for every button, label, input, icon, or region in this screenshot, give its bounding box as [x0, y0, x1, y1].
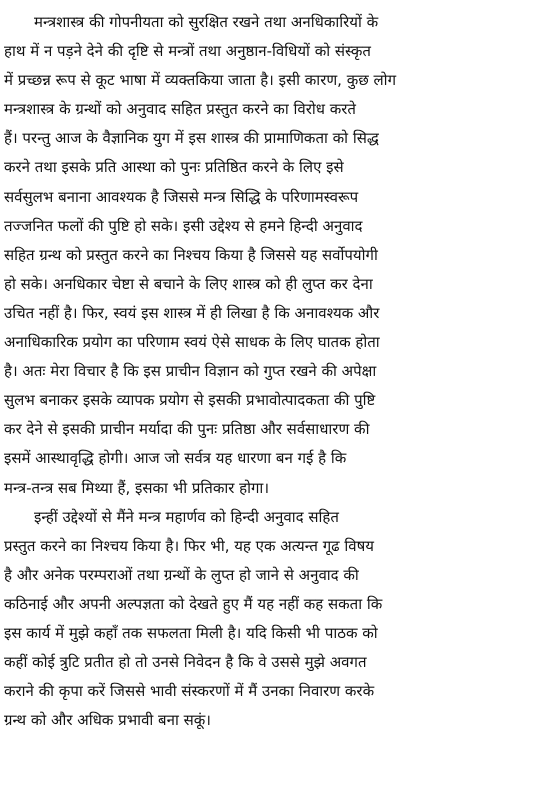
text-line: हो सके। अनधिकार चेष्टा से बचाने के लिए शास्त्र को ही लुप्त कर देना — [4, 274, 373, 293]
text-line: कराने की कृपा करें जिससे भावी संस्करणों में मैं उनका निवारण करके — [4, 682, 375, 701]
text-line: कर देने से इसकी प्राचीन मर्यादा की पुनः प्रतिष्ठा और सर्वसाधारण की — [4, 420, 370, 439]
text-line: ग्रन्थ को और अधिक प्रभावी बना सकूं। — [4, 711, 211, 730]
text-line: हैं। परन्तु आज के वैज्ञानिक युग में इस शास्त्र की प्रामाणिकता को सिद्ध — [4, 129, 379, 148]
text-line: इन्हीं उद्देश्यों से मैंने मन्त्र महार्णव को हिन्दी अनुवाद सहित — [34, 507, 339, 526]
text-line: तज्जनित फलों की पुष्टि हो सके। इसी उद्देश्य से हमने हिन्दी अनुवाद — [4, 216, 363, 235]
text-line: है। अतः मेरा विचार है कि इस प्राचीन विज्ञान को गुप्त रखने की अपेक्षा — [4, 362, 377, 381]
text-line: करने तथा इसके प्रति आस्था को पुनः प्रतिष्ठित करने के लिए इसे — [4, 158, 344, 177]
text-line: मन्त्रशास्त्र की गोपनीयता को सुरक्षित रखने तथा अनधिकारियों के — [34, 13, 379, 31]
text-line: में प्रच्छन्न रूप से कूट भाषा में व्यक्तकिया जाता है। इसी कारण, कुछ लोग — [4, 71, 397, 90]
text-line: हाथ में न पड़ने देने की दृष्टि से मन्त्रों तथा अनुष्ठान-विधियों को संस्कृत — [4, 42, 371, 61]
text-line: इस कार्य में मुझे कहाँ तक सफलता मिली है। यदि किसी भी पाठक को — [4, 623, 378, 642]
text-line: कठिनाई और अपनी अल्पज्ञता को देखते हुए मैं यह नहीं कह सकता कि — [4, 594, 383, 613]
paragraph-1 — [4, 8, 543, 503]
text-line: सुलभ बनाकर इसके व्यापक प्रयोग से इसकी प्रभावोत्पादकता की पुष्टि — [4, 391, 376, 410]
text-line: मन्त्र-तन्त्र सब मिथ्या हैं, इसका भी प्रतिकार होगा। — [4, 478, 270, 497]
text-line: इसमें आस्थावृद्धि होगी। आज जो सर्वत्र यह धारणा बन गई है कि — [4, 449, 347, 468]
text-line: कहीं कोई त्रुटि प्रतीत हो तो उनसे निवेदन है कि वे उससे मुझे अवगत — [4, 653, 367, 672]
text-line: सहित ग्रन्थ को प्रस्तुत करने का निश्चय किया है जिससे यह सर्वोपयोगी — [4, 245, 378, 264]
text-line: उचित नहीं है। फिर, स्वयं इस शास्त्र में ही लिखा है कि अनावश्यक और — [4, 303, 380, 322]
text-line: अनाधिकारिक प्रयोग का परिणाम स्वयं ऐसे साधक के लिए घातक होता — [4, 333, 380, 352]
text-line: है और अनेक परम्पराओं तथा ग्रन्थों के लुप्त हो जाने से अनुवाद की — [4, 565, 359, 584]
text-line: प्रस्तुत करने का निश्चय किया है। फिर भी, यह एक अत्यन्त गूढ विषय — [4, 536, 374, 555]
paragraph-2 — [4, 503, 543, 736]
text-line: मन्त्रशास्त्र के ग्रन्थों को अनुवाद सहित प्रस्तुत करने का विरोध करते — [4, 100, 356, 119]
text-line: सर्वसुलभ बनाना आवश्यक है जिससे मन्त्र सिद्धि के परिणामस्वरूप — [4, 187, 359, 206]
